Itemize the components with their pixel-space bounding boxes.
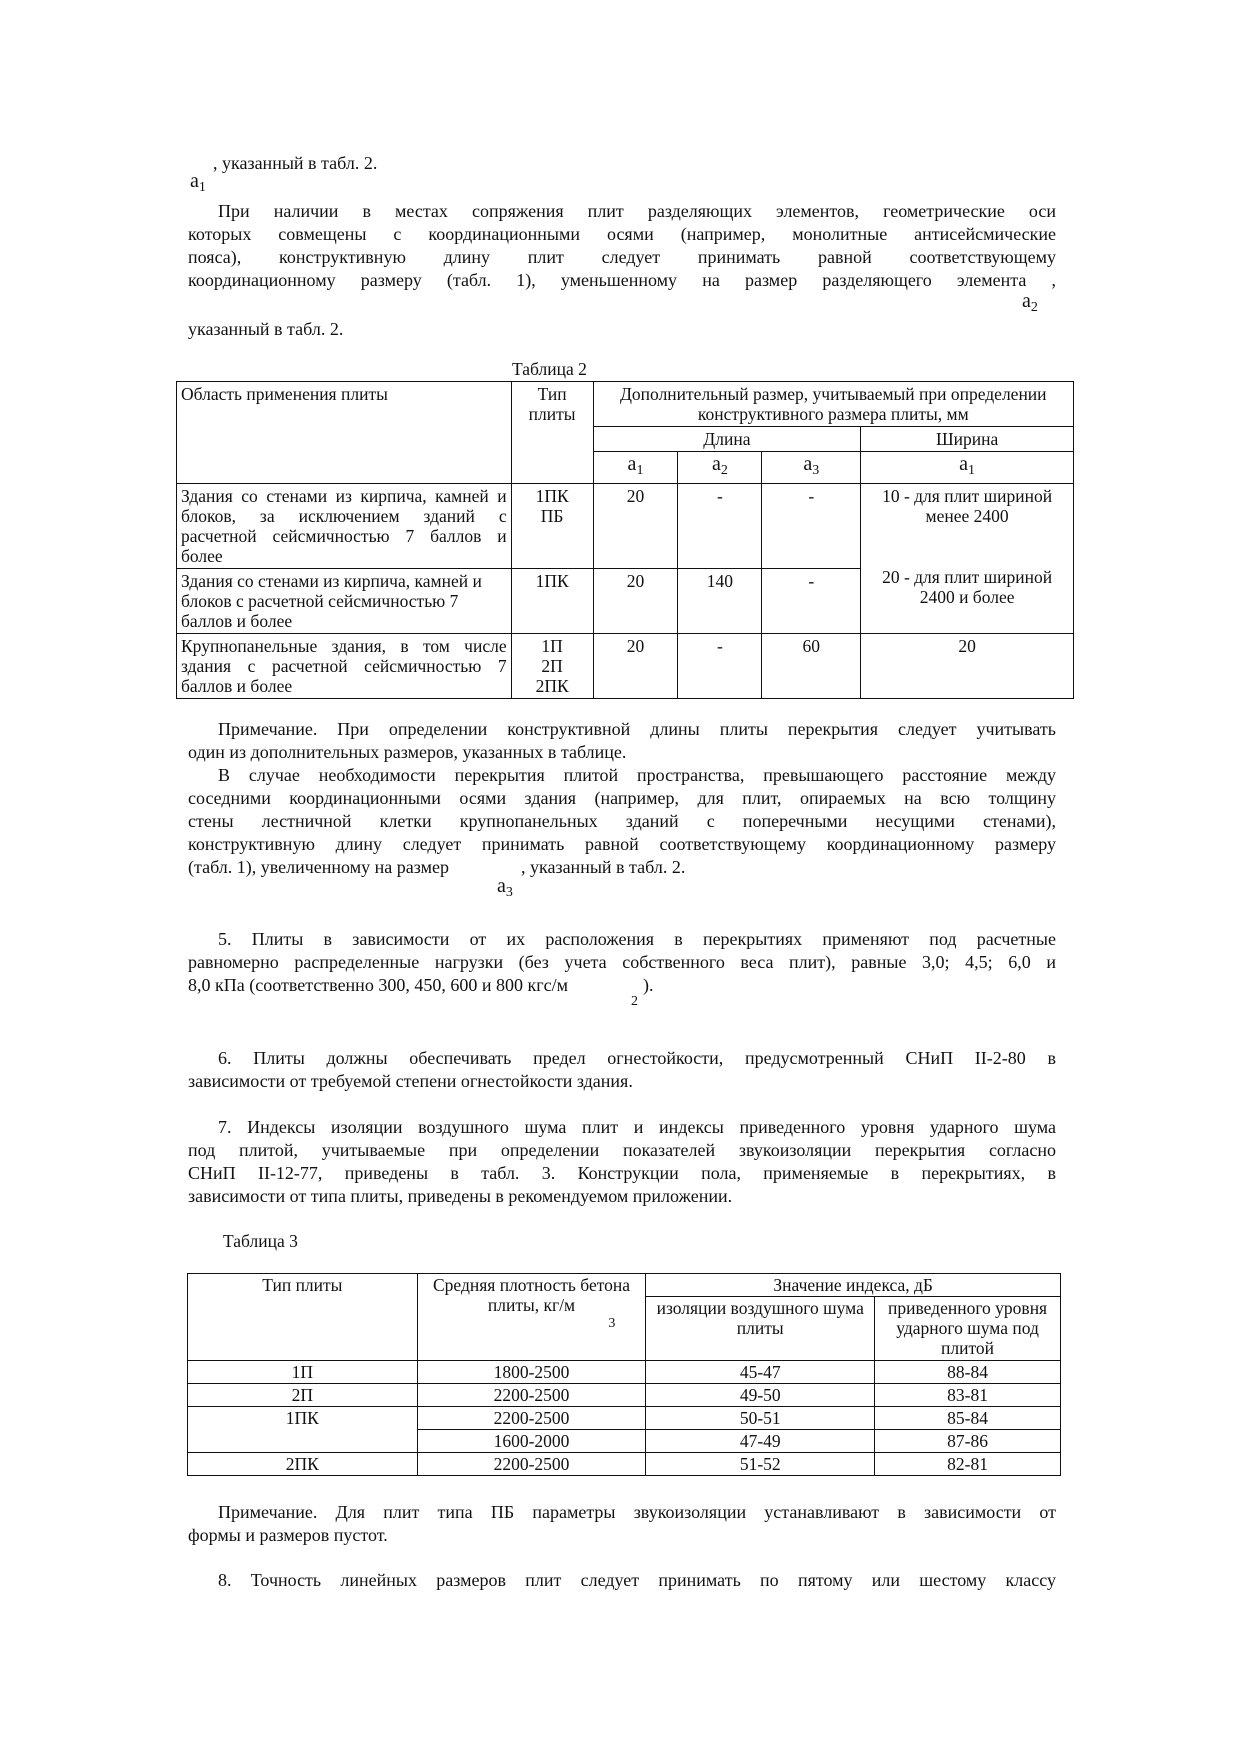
header-air-noise: изоляции воздушного шума плиты: [646, 1297, 875, 1361]
table-2: [176, 381, 1074, 699]
text-line: пояса), конструктивную длину плит следует принимать равной соответствующему: [188, 247, 1056, 267]
text-line: 6. Плиты должны обеспечивать предел огнестойкости, предусмотренный СНиП II-2-80 в: [218, 1048, 1056, 1068]
table-cell-air: 51-52: [646, 1453, 875, 1476]
paragraph-separating-elements: [188, 200, 1056, 292]
table-cell-a3: -: [762, 569, 861, 634]
table-caption: Таблица 3: [223, 1231, 298, 1251]
symbol-a3: $a_3$: [497, 875, 513, 900]
header-width-a1: $a_1$: [861, 452, 1074, 484]
table-cell-density: 1800-2500: [417, 1361, 646, 1384]
text-line: конструктивную длину следует принимать равной соответствующему координационному размеру: [188, 834, 1056, 854]
table-cell-type: 1П: [188, 1361, 418, 1384]
table-cell-a3: -: [762, 484, 861, 569]
symbol-a2: $a_2$: [1022, 290, 1038, 315]
text-line: 7. Индексы изоляции воздушного шума плит и индексы приведенного уровня ударного шума: [218, 1117, 1056, 1137]
table-cell-impact: 88-84: [875, 1361, 1061, 1384]
table-cell-type: 2ПК: [188, 1453, 418, 1476]
table-cell-air: 50-51: [646, 1407, 875, 1430]
table-3: [187, 1273, 1061, 1476]
text-line-fragment: 8,0 кПа (соответственно 300, 450, 600 и 800 кгс/м: [188, 975, 568, 995]
table-cell-type: 1П 2П 2ПК: [511, 634, 593, 699]
text-line: Примечание. Для плит типа ПБ параметры звукоизоляции устанавливают в зависимости от: [218, 1502, 1056, 1522]
paragraph-overlap: [188, 764, 1056, 856]
table-cell-width-merged: 10 - для плит шириной менее 2400 20 - для плит шириной 2400 и более: [861, 484, 1074, 634]
header-type: Тип плиты: [511, 382, 593, 484]
text-line-fragment: (табл. 1), увеличенному на размер: [188, 857, 449, 877]
table-caption: Таблица 2: [512, 359, 587, 379]
text-line: В случае необходимости перекрытия плитой пространства, превышающего расстояние между: [218, 765, 1056, 785]
table-cell-air: 47-49: [646, 1430, 875, 1453]
table-cell-area: Здания со стенами из кирпича, камней и блоков, за исключением зданий с расчетной сейсмичностью 7 баллов и более: [177, 484, 512, 569]
text-line-fragment: указанный в табл. 2.: [188, 319, 344, 339]
table-cell-density: 1600-2000: [417, 1430, 646, 1453]
text-line: При наличии в местах сопряжения плит разделяющих элементов, геометрические оси: [218, 201, 1056, 221]
table-cell-impact: 83-81: [875, 1384, 1061, 1407]
table-cell-area: Здания со стенами из кирпича, камней и блоков с расчетной сейсмичностью 7 баллов и более: [177, 569, 512, 634]
header-index: Значение индекса, дБ: [646, 1274, 1061, 1297]
header-width: Ширина: [861, 427, 1074, 452]
header-impact-noise: приведенного уровня ударного шума под плитой: [875, 1297, 1061, 1361]
text-line: под плитой, учитываемые при определении показателей звукоизоляции перекрытия согласно: [188, 1140, 1056, 1160]
table-cell-a2: -: [678, 484, 762, 569]
text-line: 8. Точность линейных размеров плит следует принимать по пятому или шестому классу: [218, 1570, 1056, 1590]
table-cell-density: 2200-2500: [417, 1384, 646, 1407]
table-cell-air: 45-47: [646, 1361, 875, 1384]
note-2: [188, 1501, 1056, 1547]
table-cell-density: 2200-2500: [417, 1453, 646, 1476]
paragraph-7: [188, 1116, 1056, 1208]
table-cell-impact: 85-84: [875, 1407, 1061, 1430]
text-line: зависимости от требуемой степени огнестойкости здания.: [188, 1071, 633, 1091]
header-length: Длина: [593, 427, 861, 452]
table-cell-a1: 20: [593, 634, 678, 699]
paragraph-5: [188, 928, 1056, 974]
superscript-2: 2: [631, 994, 638, 1009]
header-area: Область применения плиты: [177, 382, 512, 484]
text-line: соседними координационными осями здания (например, для плит, опираемых на всю толщину: [188, 788, 1056, 808]
header-type: Тип плиты: [188, 1274, 418, 1361]
header-a1: $a_1$: [593, 452, 678, 484]
table-cell-type: 1ПК: [188, 1407, 418, 1453]
text-line: зависимости от типа плиты, приведены в рекомендуемом приложении.: [188, 1186, 733, 1206]
table-cell-type: 2П: [188, 1384, 418, 1407]
table-cell-a2: 140: [678, 569, 762, 634]
table-cell-a1: 20: [593, 484, 678, 569]
text-line: СНиП II-12-77, приведены в табл. 3. Конструкции пола, применяемые в перекрытиях, в: [188, 1163, 1056, 1183]
header-density: Средняя плотность бетона плиты, кг/м 3: [417, 1274, 646, 1361]
table-cell-width: 20: [861, 634, 1074, 699]
table-cell-type: 1ПК: [511, 569, 593, 634]
text-line-fragment: ).: [643, 975, 654, 995]
header-a3: $a_3$: [762, 452, 861, 484]
text-line: формы и размеров пустот.: [188, 1525, 388, 1545]
text-line-fragment: , указанный в табл. 2.: [213, 153, 378, 173]
text-line: 5. Плиты в зависимости от их расположения в перекрытиях применяют под расчетные: [218, 929, 1056, 949]
table-cell-area: Крупнопанельные здания, в том числе здания с расчетной сейсмичностью 7 баллов и более: [177, 634, 512, 699]
text-line: Примечание. При определении конструктивной длины плиты перекрытия следует учитывать: [218, 719, 1056, 739]
text-line: равномерно распределенные нагрузки (без учета собственного веса плит), равные 3,0; 4,5; 6,0 и: [188, 952, 1056, 972]
table-cell-a3: 60: [762, 634, 861, 699]
header-extra-size: Дополнительный размер, учитываемый при определении конструктивного размера плиты, мм: [593, 382, 1073, 427]
paragraph-8: [188, 1569, 1056, 1592]
text-line: которых совмещены с координационными осями (например, монолитные антисейсмические: [188, 224, 1056, 244]
table-cell-impact: 87-86: [875, 1430, 1061, 1453]
symbol-a1: $a_1$: [190, 170, 206, 195]
text-line: один из дополнительных размеров, указанных в таблице.: [188, 742, 627, 762]
text-line-fragment: , указанный в табл. 2.: [521, 857, 686, 877]
header-a2: $a_2$: [678, 452, 762, 484]
text-line: стены лестничной клетки крупнопанельных зданий с поперечными несущими стенами),: [188, 811, 1056, 831]
table-cell-a1: 20: [593, 569, 678, 634]
table-cell-a2: -: [678, 634, 762, 699]
table-cell-type: 1ПК ПБ: [511, 484, 593, 569]
table-cell-air: 49-50: [646, 1384, 875, 1407]
note-1: [188, 718, 1056, 764]
table-cell-density: 2200-2500: [417, 1407, 646, 1430]
text-line: координационному размеру (табл. 1), уменьшенному на размер разделяющего элемента ,: [188, 270, 1056, 290]
paragraph-6: [188, 1047, 1056, 1093]
table-cell-impact: 82-81: [875, 1453, 1061, 1476]
